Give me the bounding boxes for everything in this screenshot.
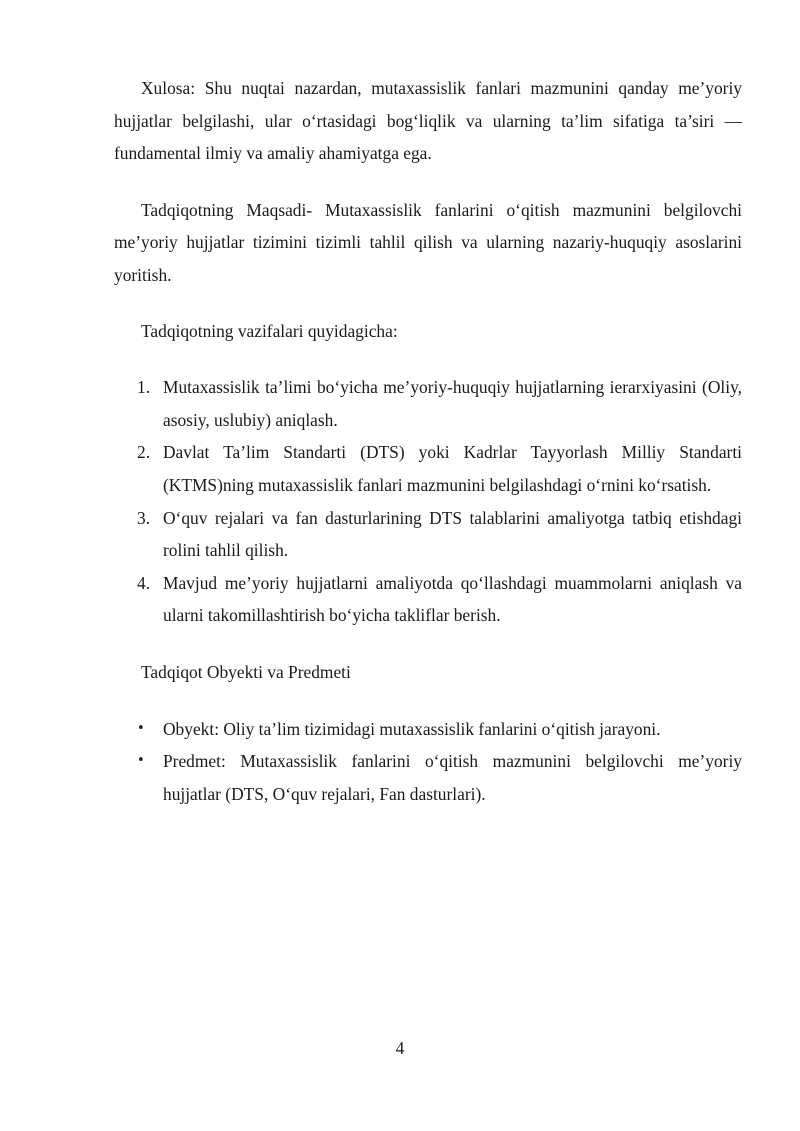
list-item-text: O‘quv rejalari va fan dasturlarining DTS talablarini amaliyotga tatbiq etishdagi rolini tahlil qilish. xyxy=(163,507,742,561)
list-number: 1. xyxy=(137,377,151,398)
object-heading: Tadqiqot Obyekti va Predmeti xyxy=(141,661,351,682)
list-item xyxy=(114,745,742,810)
list-item-text: Davlat Ta’lim Standarti (DTS) yoki Kadrlar Tayyorlash Milliy Standarti (KTMS)ning mutaxassislik fanlari mazmunini belgilashdagi o‘rnini ko‘rsatish. xyxy=(163,442,742,495)
list-item xyxy=(114,436,742,501)
page-content xyxy=(114,72,742,810)
list-number: 2. xyxy=(137,442,151,463)
list-item-text: Mutaxassislik ta’limi bo‘yicha me’yoriy-huquqiy hujjatlarning ierarxiyasini (Oliy, asosiy, uslubiy) aniqlash. xyxy=(163,377,742,430)
list-item xyxy=(114,567,742,632)
page-number: 4 xyxy=(395,1038,405,1058)
list-item xyxy=(114,502,742,567)
list-item-text: Mavjud me’yoriy hujjatlarni amaliyotda qo‘llashdagi muammolarni aniqlash va ularni takomillashtirish bo‘yicha takliflar berish. xyxy=(163,572,742,626)
list-item-text: Obyekt: Oliy ta’lim tizimidagi mutaxassislik fanlarini o‘qitish jarayoni. xyxy=(163,718,661,739)
list-number: 4. xyxy=(137,572,151,593)
object-list xyxy=(114,713,742,811)
tasks-heading: Tadqiqotning vazifalari quyidagicha: xyxy=(141,320,398,341)
tasks-list xyxy=(114,371,742,632)
goal-paragraph: Tadqiqotning Maqsadi- Mutaxassislik fanlarini o‘qitish mazmunini belgilovchi me’yoriy hujjatlar tizimini tizimli tahlil qilish va ularning nazariy-huquqiy asoslarini yoritish. xyxy=(114,199,742,285)
list-number: 3. xyxy=(137,507,151,528)
list-item xyxy=(114,713,742,746)
list-item xyxy=(114,371,742,436)
conclusion-paragraph: Xulosa: Shu nuqtai nazardan, mutaxassislik fanlari mazmunini qanday me’yoriy hujjatlar belgilashi, ular o‘rtasidagi bog‘liqlik va ularning ta’lim sifatiga ta’siri — fundamental ilmiy va amaliy ahamiyatga ega. xyxy=(114,78,742,164)
bullet-icon: • xyxy=(137,753,145,769)
list-item-text: Predmet: Mutaxassislik fanlarini o‘qitish mazmunini belgilovchi me’yoriy hujjatlar (DTS, O‘quv rejalari, Fan dasturlari). xyxy=(163,751,742,804)
bullet-icon: • xyxy=(137,720,145,736)
